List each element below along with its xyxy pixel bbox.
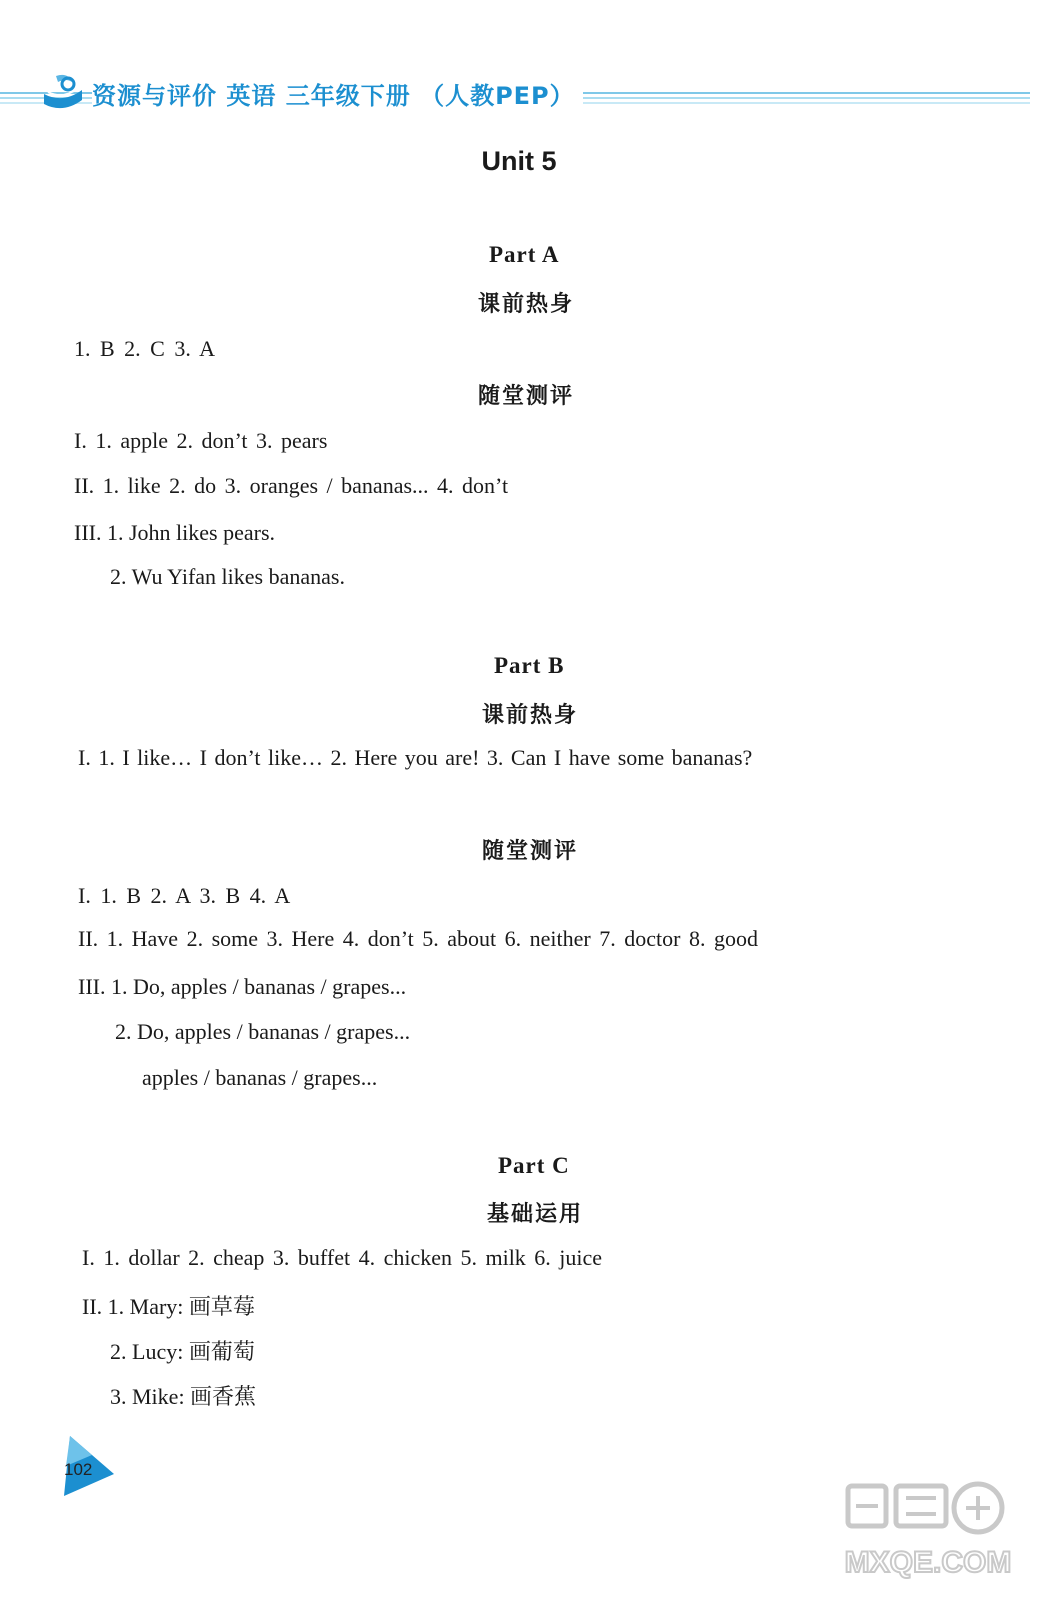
part-c-line-2: II. 1. Mary: 画草莓 bbox=[82, 1294, 255, 1319]
part-a-line-4: 2. Wu Yifan likes bananas. bbox=[110, 564, 345, 589]
watermark-logo bbox=[840, 1478, 1016, 1582]
book-logo-icon bbox=[38, 68, 88, 118]
part-c-line-3: 2. Lucy: 画葡萄 bbox=[110, 1339, 255, 1364]
part-a-warmup-label: 课前热身 bbox=[478, 291, 575, 317]
part-b-line-1: I. 1. B 2. A 3. B 4. A bbox=[78, 883, 291, 908]
part-b-test-label: 随堂测评 bbox=[482, 838, 579, 864]
part-b-line-3: III. 1. Do, apples / bananas / grapes... bbox=[78, 974, 407, 999]
part-b-warmup-line: I. 1. I like… I don’t like… 2. Here you are! 3. Can I have some bananas? bbox=[78, 745, 753, 770]
part-c-line-4: 3. Mike: 画香蕉 bbox=[110, 1384, 257, 1409]
watermark-text: MXQE.COM bbox=[844, 1546, 1012, 1579]
part-b-line-5: apples / bananas / grapes... bbox=[142, 1065, 378, 1090]
part-a-test-label: 随堂测评 bbox=[478, 383, 575, 409]
part-c-line-1: I. 1. dollar 2. cheap 3. buffet 4. chicken 5. milk 6. juice bbox=[82, 1245, 603, 1270]
part-c-basic-label: 基础运用 bbox=[487, 1201, 584, 1227]
page-header bbox=[0, 62, 1038, 124]
part-a-line-3: III. 1. John likes pears. bbox=[74, 520, 276, 545]
part-b-line-4: 2. Do, apples / bananas / grapes... bbox=[115, 1019, 411, 1044]
part-a-warmup-answers: 1. B 2. C 3. A bbox=[74, 336, 216, 361]
part-b-heading: Part B bbox=[494, 653, 565, 678]
part-b-warmup-label: 课前热身 bbox=[482, 702, 579, 728]
part-a-line-1: I. 1. apple 2. don’t 3. pears bbox=[74, 428, 328, 453]
page-number: 102 bbox=[64, 1460, 93, 1479]
header-title: 资源与评价 英语 三年级下册 （人教PEP） bbox=[92, 76, 583, 111]
part-b-line-2: II. 1. Have 2. some 3. Here 4. don’t 5. about 6. neither 7. doctor 8. good bbox=[78, 926, 758, 951]
part-c-heading: Part C bbox=[498, 1153, 570, 1178]
part-a-line-2: II. 1. like 2. do 3. oranges / bananas... 4. don’t bbox=[74, 473, 509, 498]
part-a-heading: Part A bbox=[489, 242, 560, 267]
unit-title: Unit 5 bbox=[481, 146, 557, 176]
